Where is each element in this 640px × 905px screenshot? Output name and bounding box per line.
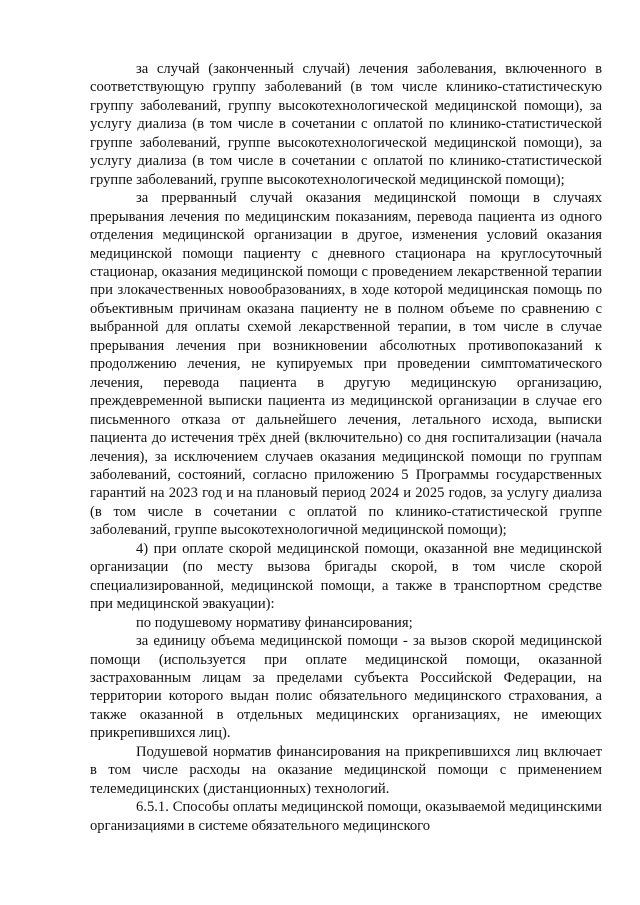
paragraph-emergency-care: 4) при оплате скорой медицинской помощи, оказанной вне медицинской организации (по месту вызова бригады скорой, в том числе скорой специализированной, медицинской помощи, а также в транспортном средстве при медицинской эвакуации):: [90, 540, 602, 613]
paragraph-per-unit: за единицу объема медицинской помощи - за вызов скорой медицинской помощи (используется при оплате медицинской помощи, оказанной застрахованным лицам за пределами субъекта Российской Федерации, на территории которого выдан полис обязательного медицинского страхования, а также оказанной в отдельных медицинских организациях, не имеющих прикрепившихся лиц).: [90, 633, 602, 742]
paragraph-interrupted-case: за прерванный случай оказания медицинской помощи в случаях прерывания лечения по медицинским показаниям, перевода пациента из одного отделения медицинской организации в другое, изменения условий оказания медицинской помощи пациенту с дневного стационара на круглосуточный стационар, оказания медицинской помощи с проведением лекарственной терапии при злокачественных новообразованиях, в ходе которой медицинская помощь по объективным причинам оказана пациенту не в полном объеме по сравнению с выбранной для оплаты схемой лекарственной терапии, в том числе в случае прерывания лечения при возникновении абсолютных противопоказаний к продолжению лечения, не купируемых при проведении симптоматического лечения, перевода пациента в другую медицинскую организацию, преждевременной выписки пациента из медицинской организации в случае его письменного отказа от дальнейшего лечения, летального исхода, выписки пациента до истечения трёх дней (включительно) со дня госпитализации (начала лечения), за исключением случаев оказания медицинской помощи по группам заболеваний, состояний, согласно приложению 5 Программы государственных гарантий на 2023 год и на плановый период 2024 и 2025 годов, за услугу диализа (в том числе в сочетании с оплатой по клинико-статистической группе заболеваний, группе высокотехнологичной медицинской помощи);: [90, 190, 602, 539]
paragraph-per-capita: по подушевому нормативу финансирования;: [136, 614, 413, 631]
paragraph-section-6-5-1: 6.5.1. Способы оплаты медицинской помощи, оказываемой медицинскими организациями в системе обязательного медицинского: [90, 799, 602, 834]
paragraph-telemedicine: Подушевой норматив финансирования на прикрепившихся лиц включает в том числе расходы на оказание медицинской помощи с применением телемедицинских (дистанционных) технологий.: [90, 743, 602, 797]
document-page: [90, 60, 602, 835]
paragraph-case-payment: за случай (законченный случай) лечения заболевания, включенного в соответствующую группу заболеваний (в том числе клинико-статистическую группу заболеваний, группу высокотехнологической медицинской помощи), за услугу диализа (в том числе в сочетании с оплатой по клинико-статистической группе заболеваний, группе высокотехнологической медицинской помощи), за услугу диализа (в том числе в сочетании с оплатой по клинико-статистической группе заболеваний, группе высокотехнологической медицинской помощи);: [90, 61, 602, 188]
